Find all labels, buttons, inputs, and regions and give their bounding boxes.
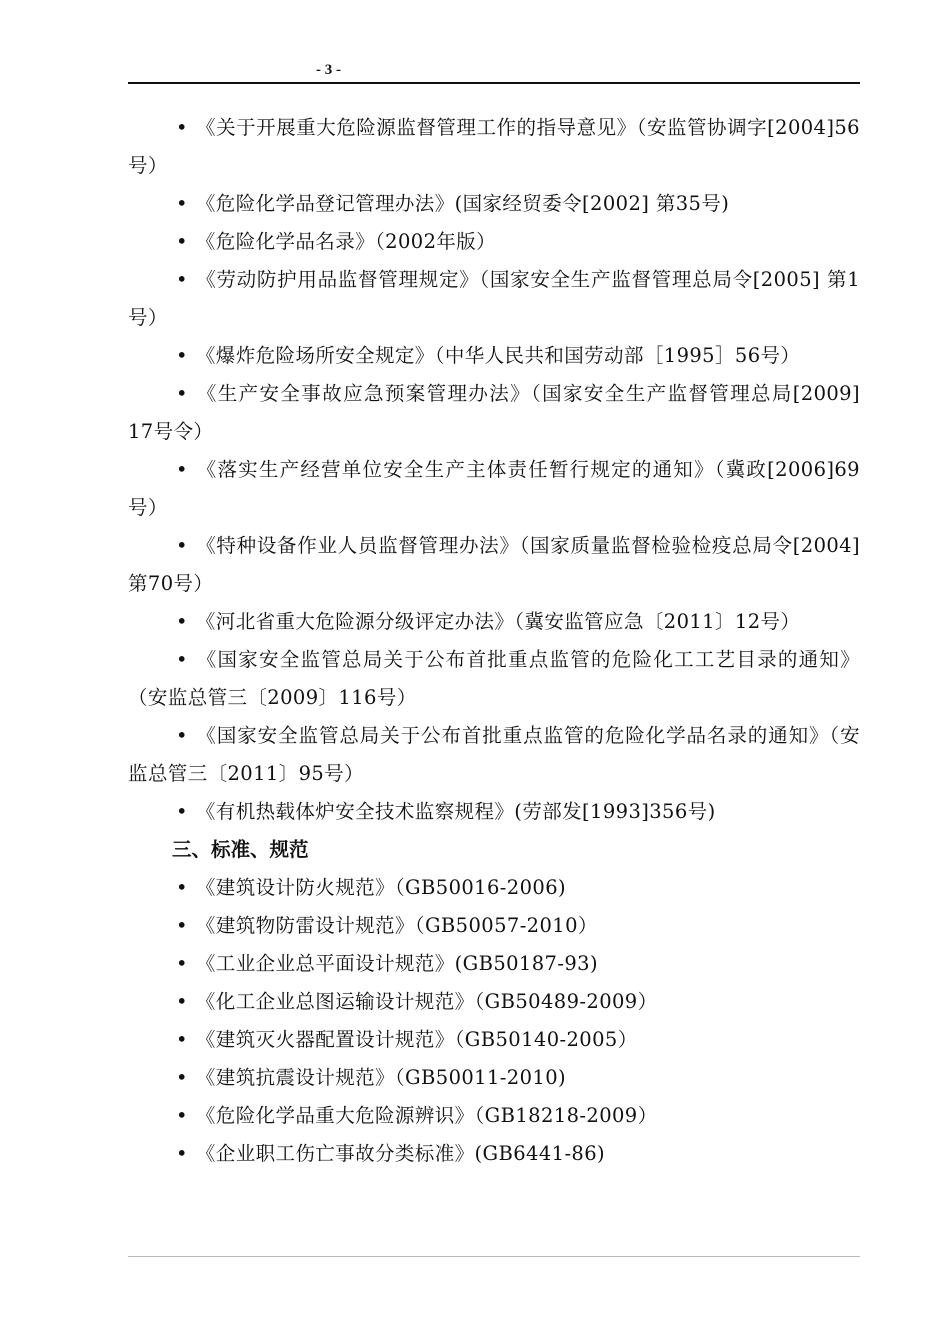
regulation-item-text: 《劳动防护用品监督管理规定》（国家安全生产监督管理总局令[2005] 第1号） [128,268,860,329]
regulation-item-text: 《国家安全监管总局关于公布首批重点监管的危险化学品名录的通知》（安监总管三〔2011〕95号） [128,724,860,785]
standard-item [128,983,860,1021]
bullet-icon: • [176,192,188,215]
standard-item [128,945,860,983]
bullet-icon: • [176,1104,188,1127]
standard-item-text: 《化工企业总图运输设计规范》（GB50489-2009） [195,990,658,1013]
regulation-item [128,185,860,223]
regulation-item-text: 《有机热载体炉安全技术监察规程》(劳部发[1993]356号) [195,800,716,823]
bullet-icon: • [176,268,188,291]
document-body [128,109,860,1173]
regulation-item [128,223,860,261]
bullet-icon: • [176,724,188,747]
page-number: - 3 - [316,62,341,78]
bullet-icon: • [176,952,188,975]
regulation-item [128,527,860,603]
standard-item-text: 《建筑抗震设计规范》（GB50011-2010) [195,1066,567,1089]
regulation-item-text: 《生产安全事故应急预案管理办法》（国家安全生产监督管理总局[2009] 17号令） [128,382,860,443]
bullet-icon: • [176,344,188,367]
regulation-item-text: 《河北省重大危险源分级评定办法》（冀安监管应急〔2011〕12号） [195,610,801,633]
bullet-icon: • [176,116,188,139]
regulation-item [128,603,860,641]
bullet-icon: • [176,800,188,823]
standard-item-text: 《工业企业总平面设计规范》(GB50187-93) [195,952,598,975]
standard-item-text: 《危险化学品重大危险源辨识》（GB18218-2009） [195,1104,658,1127]
bullet-icon: • [176,458,188,481]
regulation-item [128,641,860,717]
regulation-item [128,451,860,527]
bullet-icon: • [176,230,188,253]
standard-item [128,1097,860,1135]
section-heading: 三、标准、规范 [172,838,309,861]
header-rule [128,82,860,84]
regulation-item-text: 《危险化学品名录》（2002年版） [195,230,497,253]
regulation-item-text: 《落实生产经营单位安全生产主体责任暂行规定的通知》（冀政[2006]69号） [128,458,860,519]
bullet-icon: • [176,990,188,1013]
regulation-item [128,793,860,831]
regulation-item-text: 《国家安全监管总局关于公布首批重点监管的危险化工工艺目录的通知》（安监总管三〔2009〕116号） [128,648,860,709]
regulation-item [128,109,860,185]
regulation-item [128,337,860,375]
regulation-item [128,717,860,793]
regulations-list [128,109,860,831]
footer-rule [128,1256,860,1257]
bullet-icon: • [176,914,188,937]
bullet-icon: • [176,534,188,557]
bullet-icon: • [176,382,188,405]
regulation-item [128,375,860,451]
standard-item-text: 《建筑物防雷设计规范》（GB50057-2010） [195,914,598,937]
standard-item-text: 《建筑设计防火规范》（GB50016-2006) [195,876,567,899]
standards-list [128,869,860,1173]
bullet-icon: • [176,610,188,633]
standard-item-text: 《建筑灭火器配置设计规范》（GB50140-2005） [195,1028,638,1051]
standard-item [128,869,860,907]
standard-item [128,1059,860,1097]
bullet-icon: • [176,1028,188,1051]
regulation-item-text: 《爆炸危险场所安全规定》（中华人民共和国劳动部［1995］56号） [195,344,801,367]
bullet-icon: • [176,648,188,671]
standard-item [128,1021,860,1059]
regulation-item-text: 《危险化学品登记管理办法》(国家经贸委令[2002] 第35号) [195,192,730,215]
bullet-icon: • [176,1066,188,1089]
standard-item [128,907,860,945]
regulation-item-text: 《关于开展重大危险源监督管理工作的指导意见》（安监管协调字[2004]56号） [128,116,860,177]
standard-item [128,1135,860,1173]
regulation-item [128,261,860,337]
bullet-icon: • [176,876,188,899]
bullet-icon: • [176,1142,188,1165]
standard-item-text: 《企业职工伤亡事故分类标准》(GB6441-86) [195,1142,606,1165]
regulation-item-text: 《特种设备作业人员监督管理办法》（国家质量监督检验检疫总局令[2004]第70号） [128,534,860,595]
